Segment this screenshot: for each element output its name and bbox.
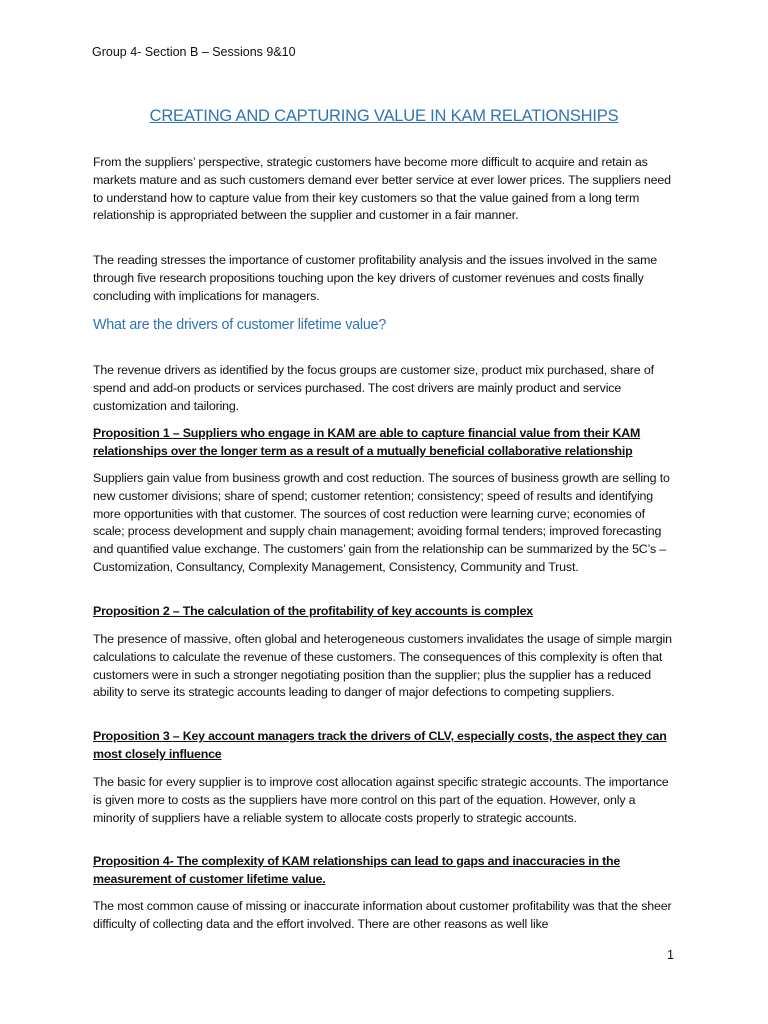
proposition-3-heading: Proposition 3 – Key account managers track the drivers of CLV, especially costs, the aspect they can most closely influence [93, 729, 667, 761]
page-number: 1 [667, 948, 674, 962]
proposition-2-heading: Proposition 2 – The calculation of the profitability of key accounts is complex [93, 604, 533, 618]
drivers-paragraph [93, 362, 679, 415]
complexity-paragraph [93, 631, 679, 702]
page-header: Group 4- Section B – Sessions 9&10 [92, 45, 296, 59]
section-subheading: What are the drivers of customer lifetime value? [93, 317, 387, 333]
proposition-1-heading: Proposition 1 – Suppliers who engage in KAM are able to capture financial value from their KAM relationships over the longer term as a result of a mutually beneficial collaborative relationship [93, 426, 641, 458]
missing-information-paragraph [93, 898, 679, 934]
paragraph-text: From the suppliers’ perspective, strategic customers have become more difficult to acquire and retain as markets mature and as such customers demand ever better service at ever lower prices. The suppliers need to understand how to capture value from their key customers so that the value gained from a long term relationship is appropriated between the supplier and customer in a fair manner. [93, 155, 671, 223]
proposition-4-heading: Proposition 4- The complexity of KAM relationships can lead to gaps and inaccuracies in the measurement of customer lifetime value. [93, 854, 621, 886]
document-title: CREATING AND CAPTURING VALUE IN KAM RELATIONSHIPS [149, 107, 619, 125]
paragraph-text: The basic for every supplier is to improve cost allocation against specific strategic accounts. The importance is given more to costs as the suppliers have more control on this part of the equation. However, only a minority of suppliers have a reliable system to allocate costs properly to strategic accounts. [93, 775, 669, 825]
paragraph-text: The reading stresses the importance of customer profitability analysis and the issues involved in the same through five research propositions touching upon the key drivers of customer revenues and costs finally concluding with implications for managers. [93, 253, 657, 303]
paragraph-text: The presence of massive, often global and heterogeneous customers invalidates the usage of simple margin calculations to calculate the revenue of these customers. The consequences of this complexity is often that customers were in such a stronger negotiating position than the supplier; plus the supplier has a reduced ability to serve its strategic accounts leading to danger of major defections to competing suppliers. [93, 632, 672, 700]
paragraph-text: Suppliers gain value from business growth and cost reduction. The sources of business growth are selling to new customer divisions; share of spend; customer retention; consistency; speed of results and identifying more opportunities with that customer. The sources of cost reduction were learning curve; economies of scale; process development and supply chain management; avoiding formal tenders; improved forecasting and quantified value exchange. The customers’ gain from the relationship can be summarized by the 5C’s – Customization, Consultancy, Complexity Management, Consistency, Community and Trust. [93, 471, 670, 574]
cost-allocation-paragraph [93, 774, 679, 827]
paragraph-text: The most common cause of missing or inaccurate information about customer profitability was that the sheer difficulty of collecting data and the effort involved. There are other reasons as well like [93, 899, 672, 931]
intro-paragraph [93, 154, 679, 225]
paragraph-text: The revenue drivers as identified by the focus groups are customer size, product mix purchased, share of spend and add-on products or services purchased. The cost drivers are mainly product and service customization and tailoring. [93, 363, 654, 413]
value-sources-paragraph [93, 470, 679, 577]
reading-summary-paragraph [93, 252, 679, 305]
